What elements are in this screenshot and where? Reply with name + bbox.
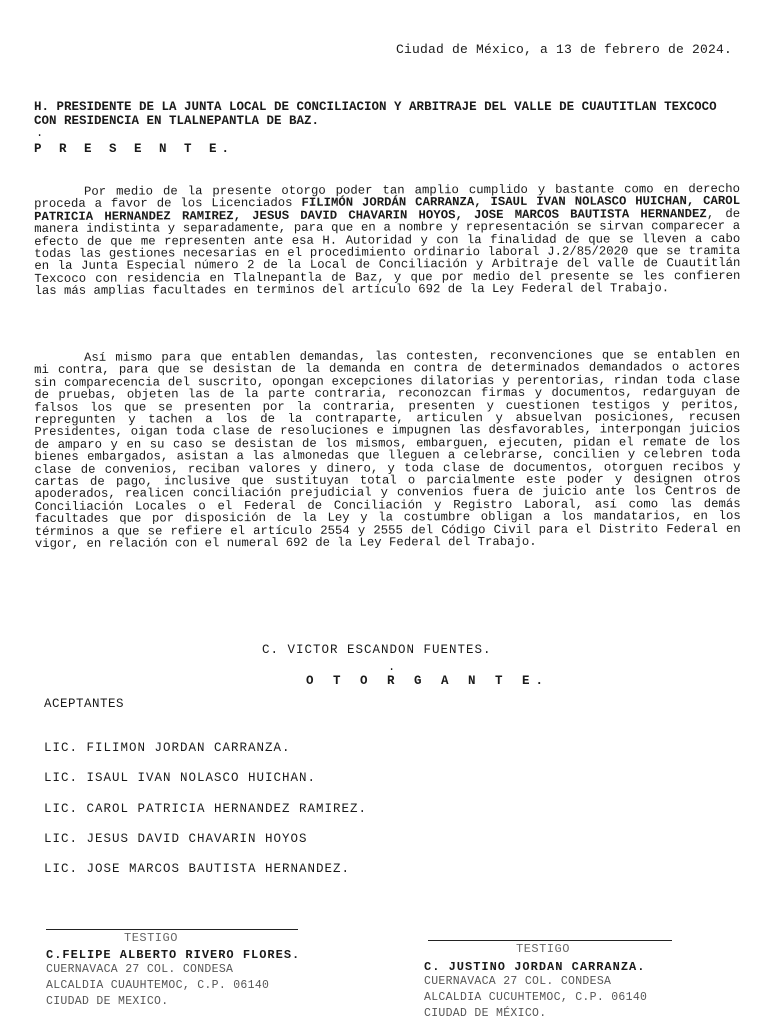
paragraph-1: [34, 183, 740, 298]
witness-2-address-line: ALCALDIA CUCUHTEMOC, C.P. 06140: [424, 991, 648, 1004]
grantor-name: C. VICTOR ESCANDON FUENTES.: [262, 643, 492, 657]
witness-1-address-line: CIUDAD DE MEXICO.: [46, 995, 169, 1008]
acceptant-item: LIC. CAROL PATRICIA HERNANDEZ RAMIREZ.: [44, 802, 368, 816]
signature-line-witness-1: [46, 929, 298, 930]
witness-2-name: C. JUSTINO JORDAN CARRANZA.: [424, 960, 646, 974]
paragraph-2: Así mismo para que entablen demandas, las contesten, reconvenciones que se entablen en mi contra, para que se desistan de la demanda en contra de determinados demandados o actores sin comparecencia del suscrito, opongan excepciones dilatorias y perentorias, rindan toda clase de pruebas, objeten las de la parte contraria, reconozcan firmas y documentos, redarguyan de falsos los que se presenten por la contraria, presenten y cuestionen testigos y peritos, repregunten y tachen a los de la contraparte, articulen y absuelvan posiciones, recusen Presidentes, oigan toda clase de resoluciones e impugnen las desfavorables, interpongan juicios de amparo y en su caso se desistan de los mismos, embarguen, ejecuten, pidan el remate de los bienes embargados, asistan a las almonedas que lleguen a celebrarse, concilien y celebren toda clase de convenios, reciban valores y dinero, y toda clase de documentos, otorguen recibos y cartas de pago, inclusive que sustituyan total o parcialmente este poder y designen otros apoderados, realicen conciliación prejudicial y convenios fuera de juicio ante los Centros de Conciliación Locales o el Federal de Conciliación y Registro Laboral, así como las demás facultades que por disposición de la Ley y la costumbre obligan a los mandatarios, en los términos a que se refiere el artículo 2554 y 2555 del Código Civil para el Distrito Federal en vigor, en relación con el numeral 692 de la Ley Federal del Trabajo.: [34, 347, 741, 552]
acceptant-item: LIC. ISAUL IVAN NOLASCO HUICHAN.: [44, 771, 317, 785]
paragraph-1-intro: Por medio de la presente otorgo poder tan amplio cumplido y bastante como en derecho proceda a favor de los Licenciados: [34, 181, 741, 212]
witness-1-name: C.FELIPE ALBERTO RIVERO FLORES.: [46, 948, 301, 962]
witness-2-address-line: CIUDAD DE MÉXICO.: [424, 1007, 547, 1020]
witness-2-address-line: CUERNAVACA 27 COL. CONDESA: [424, 975, 612, 988]
acceptants-heading: ACEPTANTES: [44, 697, 125, 711]
witness-2-label: TESTIGO: [516, 942, 570, 956]
salutation: P R E S E N T E.: [34, 142, 235, 156]
witness-1-address-line: CUERNAVACA 27 COL. CONDESA: [46, 963, 234, 976]
witness-1-label: TESTIGO: [124, 931, 178, 945]
grantor-label: O T O R G A N T E.: [306, 674, 550, 688]
witness-1-address-line: ALCALDIA CUAUHTEMOC, C.P. 06140: [46, 979, 270, 992]
paragraph-1-body: , de manera indistinta y separadamente, para que en a nombre y representación se sirvan comparecer a efecto de que me representen ante esa H. Autoridad y con la finalidad de que se lleven a cabo todas las gestiones necesarias en el procedimiento ordinario laboral J.2/85/2020 que se tramita en la Junta Especial número 2 de la Local de Conciliación y Arbitraje del valle de Cuautitlán Texcoco con residencia en Tlalnepantla de Baz, y que por medio del presente se les confieren las más amplias facultades en terminos del artículo 692 de la Ley Federal del Trabajo.: [34, 206, 741, 299]
paragraph-1-names: FILIMÓN JORDÁN CARRANZA, ISAUL IVAN NOLASCO HUICHAN, CAROL PATRICIA HERNANDEZ RAMIREZ, JESUS DAVID CHAVARIN HOYOS, JOSE MARCOS BAUTISTA HERNANDEZ: [34, 194, 741, 224]
acceptant-item: LIC. FILIMON JORDAN CARRANZA.: [44, 741, 291, 755]
stray-mark: .: [388, 660, 396, 674]
addressee: H. PRESIDENTE DE LA JUNTA LOCAL DE CONCILIACION Y ARBITRAJE DEL VALLE DE CUAUTITLAN TEXCOCO CON RESIDENCIA EN TLALNEPANTLA DE BAZ.: [34, 100, 717, 128]
acceptant-item: LIC. JESUS DAVID CHAVARIN HOYOS: [44, 832, 308, 846]
witness-1-address: [46, 962, 269, 1010]
document-date: Ciudad de México, a 13 de febrero de 2024.: [395, 42, 732, 57]
stray-mark: .: [36, 126, 44, 140]
acceptant-item: LIC. JOSE MARCOS BAUTISTA HERNANDEZ.: [44, 862, 351, 876]
witness-2-address: [424, 974, 647, 1022]
signature-line-witness-2: [428, 940, 672, 941]
